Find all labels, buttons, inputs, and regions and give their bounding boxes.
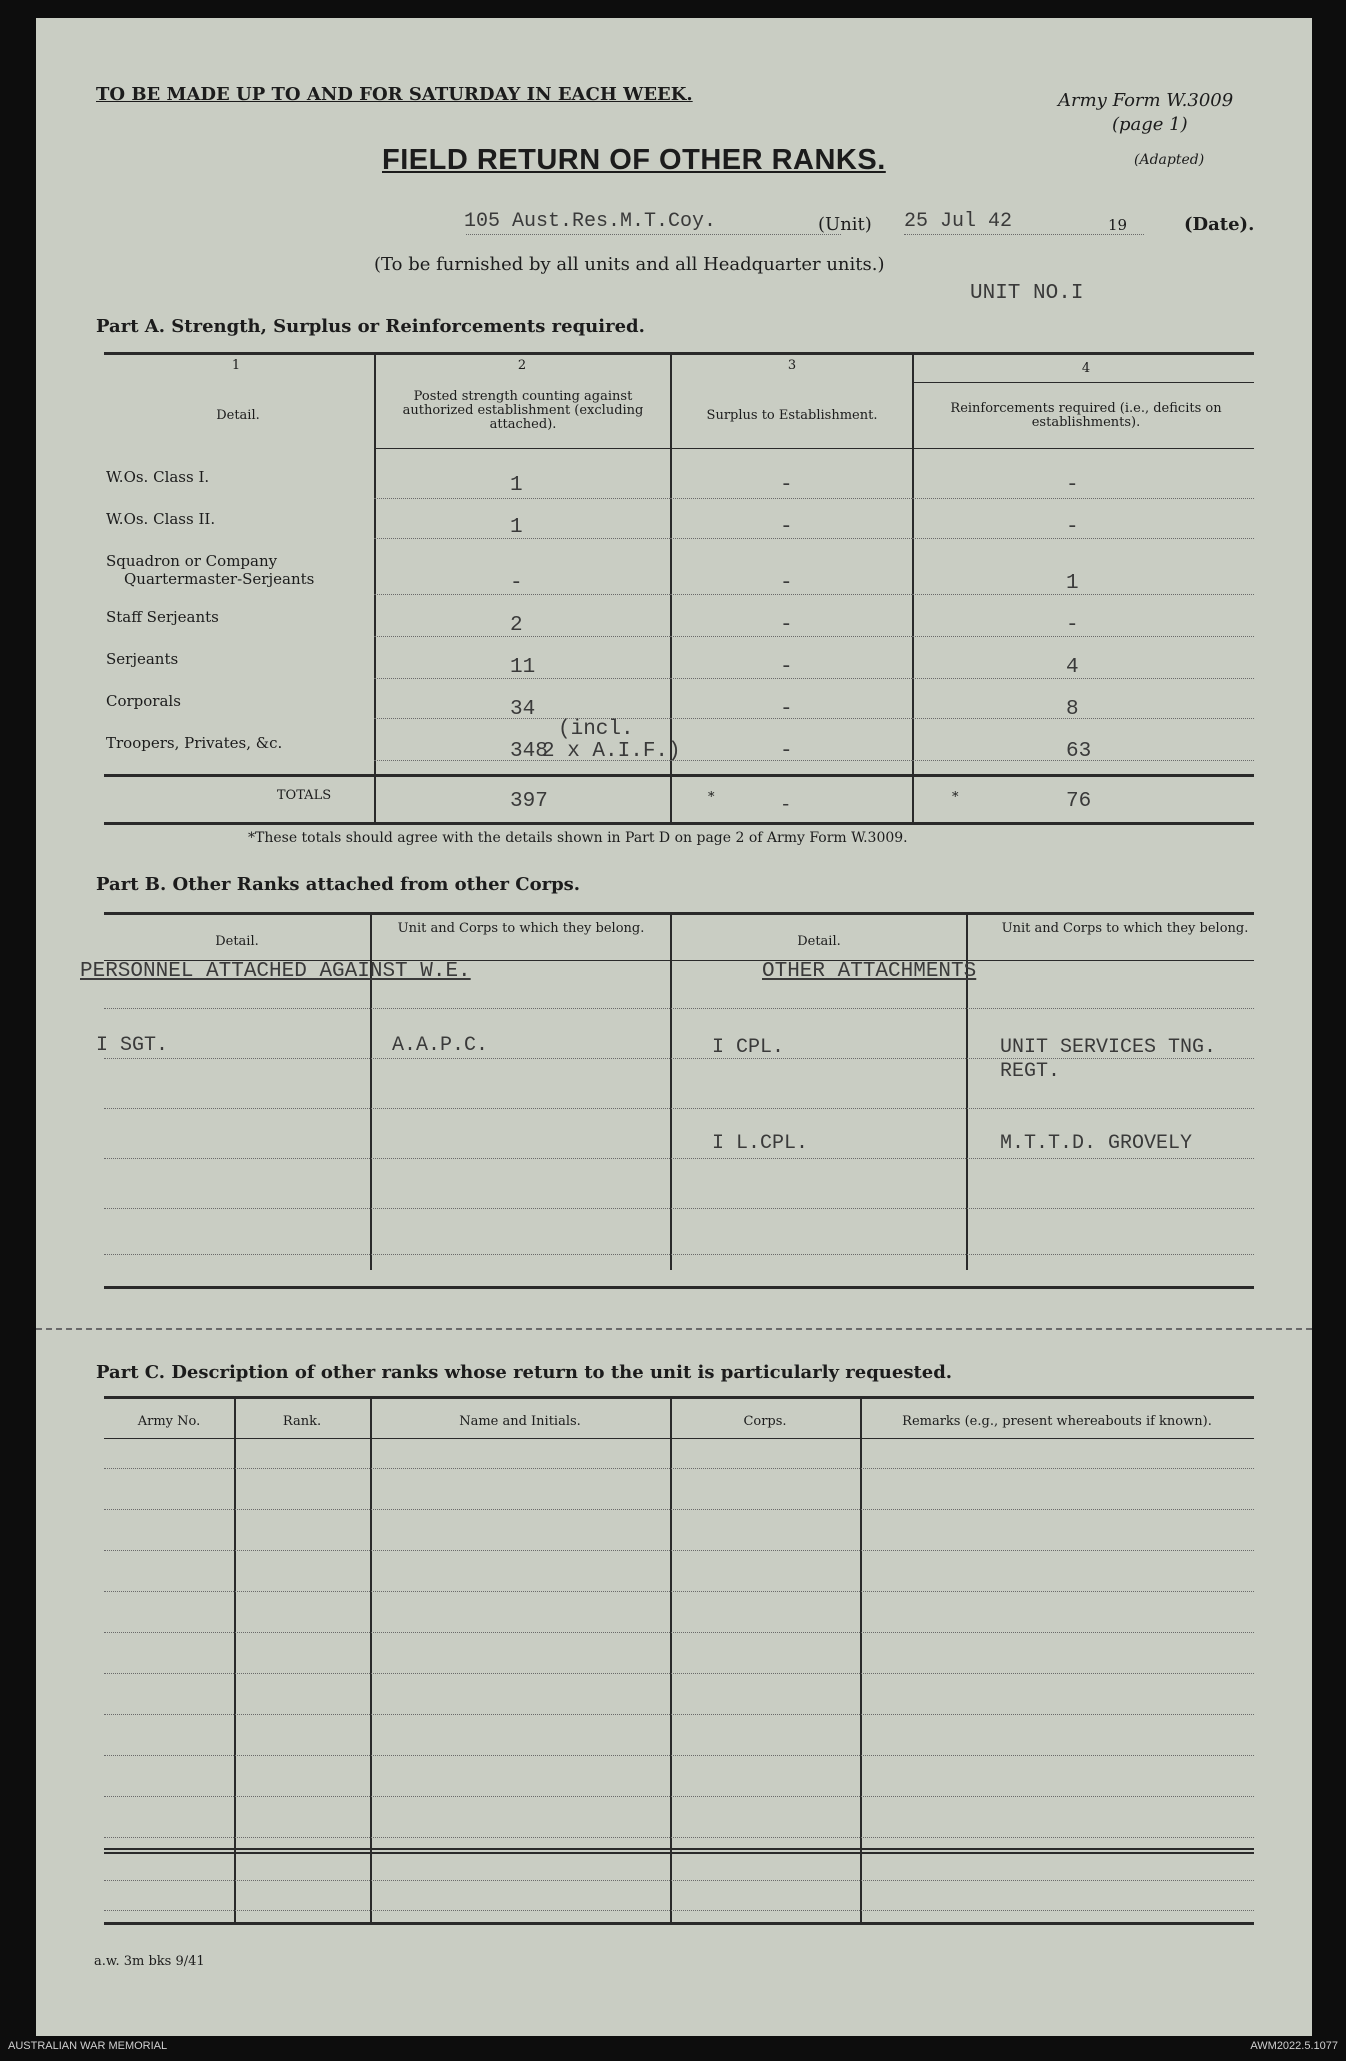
row-dotted-line [912,498,1254,499]
document-page [36,18,1312,2036]
part-a-header-surplus: Surplus to Establishment. [706,408,878,423]
form-adapted: (Adapted) [1134,152,1205,168]
part-a-col-number-2: 2 [517,358,527,373]
ruled-line [104,1550,1254,1551]
part-c-col-divider-3 [670,1398,672,1922]
year-prefix: 19 [1108,216,1128,234]
reinforcement-value: 8 [1066,698,1079,721]
totals-posted: 397 [510,790,548,813]
part-a-top-rule [104,352,1254,355]
part-a-header-detail: Detail. [216,408,260,423]
posted-value: 1 [510,516,523,539]
part-c-bottom-rule-2 [104,1852,1254,1854]
row-dotted-line [374,678,670,679]
part-b-header-detail-right: Detail. [797,934,841,949]
rank-label: Squadron or Company [106,552,278,570]
part-c-header-name: Name and Initials. [459,1414,581,1429]
ruled-line [104,1673,1254,1674]
surplus-value: - [780,516,793,539]
part-b-right-detail-2: I L.CPL. [712,1132,809,1155]
totals-reinf-asterisk: * [952,790,959,805]
row-dotted-line [374,538,670,539]
row-dotted-line [670,538,912,539]
rank-label: W.Os. Class II. [106,510,216,528]
rank-label-continued: Quartermaster-Serjeants [124,570,315,588]
page-title: FIELD RETURN OF OTHER RANKS. [382,144,886,176]
row-dotted-line [912,636,1254,637]
part-b-right-section: OTHER ATTACHMENTS [762,960,977,983]
row-dotted-line [670,498,912,499]
part-b-right-unit-1: UNIT SERVICES TNG. [1000,1036,1217,1059]
footer-right: AWM2022.5.1077 [1250,2040,1338,2052]
reinforcement-value: 1 [1066,572,1079,595]
totals-surplus: - [780,794,792,816]
part-b-header-unit-left: Unit and Corps to which they belong. [397,921,645,936]
reinforcement-value: 63 [1066,740,1092,763]
surplus-value: - [780,474,793,497]
instruction-text: TO BE MADE UP TO AND FOR SATURDAY IN EACH WEEK. [96,84,693,105]
date-label: (Date). [1184,214,1255,235]
ruled-line [104,1108,1254,1109]
ruled-line [104,1632,1254,1633]
part-a-header-reinforcements: Reinforcements required (i.e., deficits on establishments). [950,401,1222,430]
row-dotted-line [912,594,1254,595]
row-dotted-line [670,594,912,595]
part-c-final-rule [104,1922,1254,1925]
part-c-header-rule [104,1438,1254,1439]
ruled-line [104,1158,1254,1159]
date-value: 25 Jul 42 [904,210,1013,233]
row-dotted-line [374,594,670,595]
row-dotted-line [374,760,670,761]
surplus-value: - [780,614,793,637]
ruled-line [104,1837,1254,1838]
row-dotted-line [670,636,912,637]
part-a-col-divider-3 [912,354,914,822]
ruled-line [104,1254,1254,1255]
reinforcement-value: - [1066,516,1079,539]
row-dotted-line [912,718,1254,719]
part-a-bottom-rule [104,822,1254,825]
part-a-col-number-3: 3 [787,358,797,373]
ruled-line [104,1714,1254,1715]
part-b-right-detail-1: I CPL. [712,1036,785,1059]
posted-note: (incl. [558,718,634,741]
rank-label: Serjeants [106,650,179,668]
reinforcement-value: - [1066,474,1079,497]
unit-value: 105 Aust.Res.M.T.Coy. [464,210,717,233]
rank-label: Staff Serjeants [106,608,219,626]
posted-note: 2 x A.I.F.) [542,740,681,763]
part-a-header-posted: Posted strength counting against authorized establishment (excluding attached). [402,389,644,432]
rank-label: Troopers, Privates, &c. [106,734,283,752]
part-b-heading: Part B. Other Ranks attached from other Corps. [96,874,581,895]
part-a-col-divider-1 [374,354,376,822]
part-c-col-divider-2 [370,1398,372,1922]
ruled-line [104,1880,1254,1881]
part-a-header-rule [374,448,1254,449]
ruled-line [104,1755,1254,1756]
part-b-right-unit-2: M.T.T.D. GROVELY [1000,1132,1193,1155]
surplus-value: - [780,656,793,679]
furnished-note: (To be furnished by all units and all Headquarter units.) [374,254,885,275]
part-c-bottom-rule-1 [104,1848,1254,1850]
part-b-header-detail-left: Detail. [215,934,259,949]
date-dotted-line [904,234,1144,235]
surplus-value: - [780,740,793,763]
unit-label: (Unit) [818,214,872,235]
reinforcement-value: - [1066,614,1079,637]
print-code: a.w. 3m bks 9/41 [94,1954,205,1969]
part-a-number-rule [912,382,1254,383]
part-b-top-rule [104,912,1254,915]
part-c-col-divider-4 [860,1398,862,1922]
part-c-header-army-no: Army No. [137,1414,201,1429]
row-dotted-line [374,636,670,637]
part-c-heading: Part C. Description of other ranks whose return to the unit is particularly requested. [96,1362,953,1383]
part-a-totals-rule [104,774,1254,777]
posted-value: 348 [510,740,548,763]
part-a-heading: Part A. Strength, Surplus or Reinforcements required. [96,316,645,337]
form-number: Army Form W.3009 [1058,90,1234,111]
part-a-col-number-1: 1 [231,358,241,373]
ruled-line [104,1509,1254,1510]
part-b-right-unit-1b: REGT. [1000,1060,1061,1083]
ruled-line [104,1591,1254,1592]
part-b-left-section: PERSONNEL ATTACHED AGAINST W.E. [80,960,471,983]
row-dotted-line [912,678,1254,679]
ruled-line [104,1208,1254,1209]
ruled-line [104,1008,1254,1009]
part-b-bottom-rule [104,1286,1254,1289]
part-b-left-detail: I SGT. [96,1034,169,1057]
totals-reinf: 76 [1066,790,1092,813]
part-c-header-corps: Corps. [743,1414,787,1429]
surplus-value: - [780,698,793,721]
row-dotted-line [670,718,912,719]
part-b-left-unit: A.A.P.C. [392,1034,489,1057]
posted-value: 2 [510,614,523,637]
posted-value: - [510,572,523,595]
ruled-line [104,1796,1254,1797]
part-c-header-remarks: Remarks (e.g., present whereabouts if known). [902,1414,1212,1429]
row-dotted-line [912,538,1254,539]
posted-value: 11 [510,656,536,679]
part-c-header-rank: Rank. [282,1414,322,1429]
rank-label: W.Os. Class I. [106,468,210,486]
rank-label: Corporals [106,692,181,710]
posted-value: 1 [510,474,523,497]
part-c-col-divider-1 [234,1398,236,1922]
part-a-footnote: *These totals should agree with the details shown in Part D on page 2 of Army Form W.3009. [248,830,908,846]
part-b-col-divider-2 [670,914,672,1270]
unit-dotted-line [466,234,841,235]
row-dotted-line [374,498,670,499]
perforation-line [36,1328,1312,1330]
unit-number: UNIT NO.I [970,282,1084,305]
form-page: (page 1) [1112,114,1188,135]
part-c-top-rule [104,1396,1254,1399]
footer-left: AUSTRALIAN WAR MEMORIAL [8,2040,168,2052]
row-dotted-line [670,760,912,761]
surplus-value: - [780,572,793,595]
row-dotted-line [912,760,1254,761]
ruled-line [104,1910,1254,1911]
posted-value: 34 [510,698,536,721]
part-b-header-unit-right: Unit and Corps to which they belong. [1001,921,1249,936]
totals-label: TOTALS [276,788,332,803]
row-dotted-line [670,678,912,679]
ruled-line [104,1468,1254,1469]
part-a-col-number-4: 4 [1081,361,1091,376]
reinforcement-value: 4 [1066,656,1079,679]
totals-surplus-asterisk: * [708,790,715,805]
